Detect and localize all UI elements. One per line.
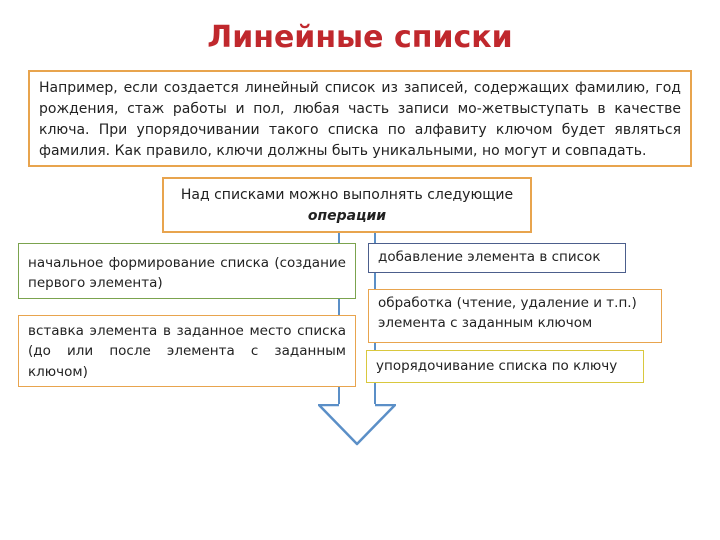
down-arrow-icon	[318, 404, 396, 446]
operation-sort-list: упорядочивание списка по ключу	[366, 350, 644, 383]
operations-keyword: операции	[307, 208, 387, 224]
operations-header-text: Над списками можно выполнять следующие	[180, 187, 514, 203]
operations-header-box	[162, 177, 532, 233]
operation-add-element: добавление элемента в список	[368, 243, 626, 273]
intro-text-box: Например, если создается линейный список из записей, содержащих фамилию, год рождения, стаж работы и пол, любая часть записи мо-жетвыступать в качестве ключа. При упорядочивании такого списка по алфавиту ключом будет являться фамилия. Как правило, ключи должны быть уникальными, но могут и совпадать.	[28, 70, 692, 167]
operation-process-element: обработка (чтение, удаление и т.п.) элемента с заданным ключом	[368, 289, 662, 343]
page-title: Линейные списки	[207, 20, 513, 55]
operation-insert-element: вставка элемента в заданное место списка (до или после элемента с заданным ключом)	[18, 315, 356, 387]
operation-initial-formation: начальное формирование списка (создание первого элемента)	[18, 243, 356, 299]
